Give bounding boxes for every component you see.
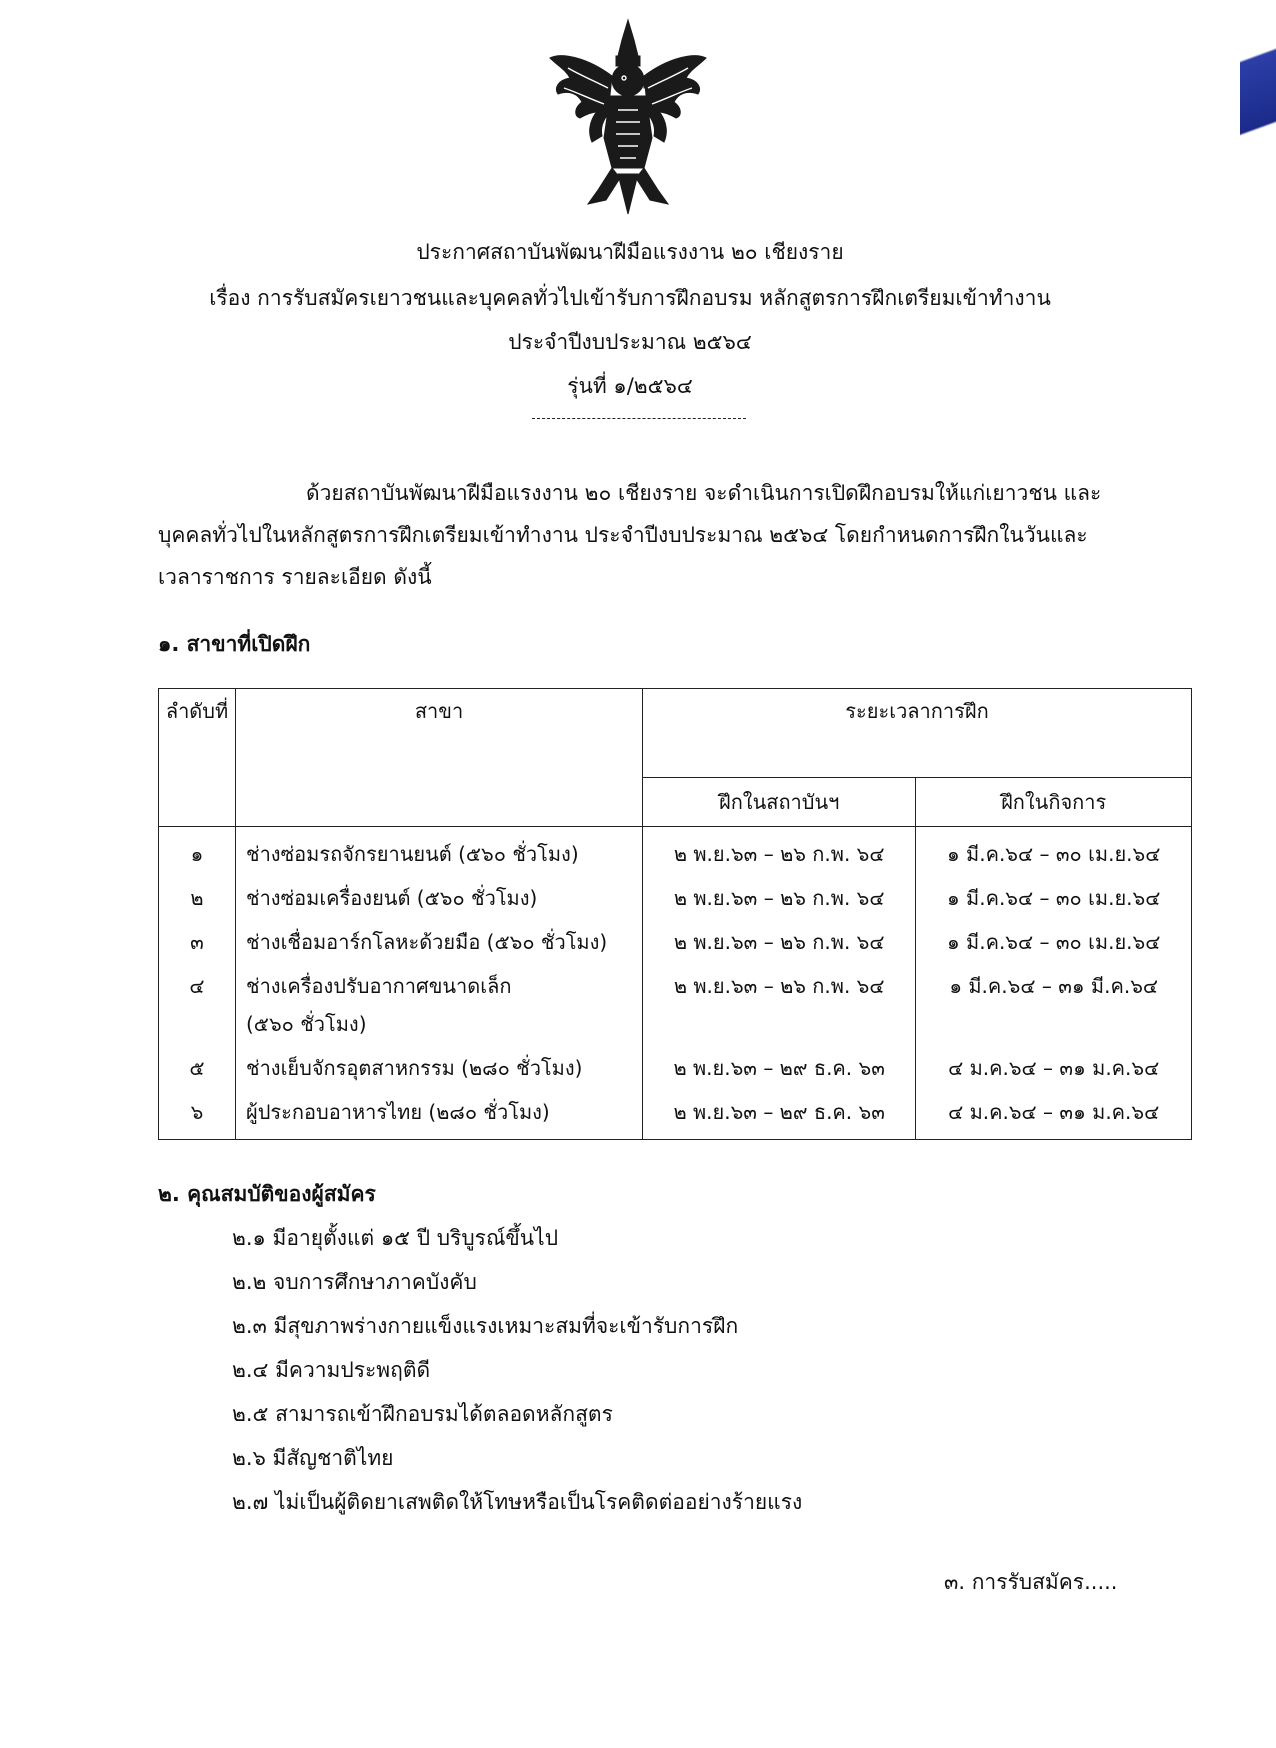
row-no: ๒	[159, 876, 236, 920]
header-in-institute: ฝึกในสถาบันฯ	[643, 778, 916, 827]
row-no: ๔	[159, 964, 236, 1046]
row-in-institute: ๒ พ.ย.๖๓ – ๒๙ ธ.ค. ๖๓	[643, 1090, 916, 1140]
row-in-institute: ๒ พ.ย.๖๓ – ๒๙ ธ.ค. ๖๓	[643, 1046, 916, 1090]
row-branch: ช่างซ่อมเครื่องยนต์ (๕๖๐ ชั่วโมง)	[236, 876, 643, 920]
batch-number: รุ่นที่ ๑/๒๕๖๔	[567, 374, 693, 398]
list-item: ๒.๑ มีอายุตั้งแต่ ๑๕ ปี บริบูรณ์ขึ้นไป	[232, 1226, 559, 1250]
row-no: ๕	[159, 1046, 236, 1090]
list-item: ๒.๖ มีสัญชาติไทย	[232, 1446, 394, 1470]
fiscal-year: ประจำปีงบประมาณ ๒๕๖๔	[508, 330, 752, 354]
scan-edge-stripe	[1240, 0, 1276, 230]
garuda-emblem-icon	[548, 18, 708, 216]
row-branch	[236, 964, 643, 1046]
table-row	[159, 964, 1192, 1046]
row-branch: ช่างซ่อมรถจักรยานยนต์ (๕๖๐ ชั่วโมง)	[236, 827, 643, 877]
row-branch-line1: ช่างเครื่องปรับอากาศขนาดเล็ก	[246, 974, 512, 998]
table-row	[159, 827, 1192, 877]
row-in-institute: ๒ พ.ย.๖๓ – ๒๖ ก.พ. ๖๔	[643, 964, 916, 1046]
header-in-company: ฝึกในกิจการ	[916, 778, 1192, 827]
row-in-institute: ๒ พ.ย.๖๓ – ๒๖ ก.พ. ๖๔	[643, 876, 916, 920]
row-branch: ช่างเย็บจักรอุตสาหกรรม (๒๘๐ ชั่วโมง)	[236, 1046, 643, 1090]
row-branch: ช่างเชื่อมอาร์กโลหะด้วยมือ (๕๖๐ ชั่วโมง)	[236, 920, 643, 964]
intro-paragraph	[158, 472, 1118, 598]
row-in-company: ๑ มี.ค.๖๔ – ๓๐ เม.ย.๖๔	[916, 827, 1192, 877]
row-in-company: ๑ มี.ค.๖๔ – ๓๑ มี.ค.๖๔	[916, 964, 1192, 1046]
intro-text: ด้วยสถาบันพัฒนาฝีมือแรงงาน ๒๐ เชียงราย จะดำเนินการเปิดฝึกอบรมให้แก่เยาวชน และบุคคลทั่วไปในหลักสูตรการฝึกเตรียมเข้าทำงาน ประจำปีงบประมาณ ๒๕๖๔ โดยกำหนดการฝึกในวันและเวลาราชการ รายละเอียด ดังนี้	[158, 481, 1102, 589]
list-item: ๒.๕ สามารถเข้าฝึกอบรมได้ตลอดหลักสูตร	[232, 1402, 613, 1426]
header-divider	[532, 418, 746, 419]
row-in-company: ๔ ม.ค.๖๔ – ๓๑ ม.ค.๖๔	[916, 1090, 1192, 1140]
row-no: ๑	[159, 827, 236, 877]
header-no: ลำดับที่	[159, 689, 236, 827]
qualification-list	[232, 1216, 802, 1524]
header-branch: สาขา	[236, 689, 643, 827]
row-in-company: ๑ มี.ค.๖๔ – ๓๐ เม.ย.๖๔	[916, 920, 1192, 964]
announcement-subject: เรื่อง การรับสมัครเยาวชนและบุคคลทั่วไปเข้ารับการฝึกอบรม หลักสูตรการฝึกเตรียมเข้าทำงาน	[209, 286, 1051, 310]
row-in-institute: ๒ พ.ย.๖๓ – ๒๖ ก.พ. ๖๔	[643, 920, 916, 964]
list-item: ๒.๗ ไม่เป็นผู้ติดยาเสพติดให้โทษหรือเป็นโรคติดต่ออย่างร้ายแรง	[232, 1490, 803, 1514]
row-branch: ผู้ประกอบอาหารไทย (๒๘๐ ชั่วโมง)	[236, 1090, 643, 1140]
table-row	[159, 920, 1192, 964]
section-2-title: ๒. คุณสมบัติของผู้สมัคร	[158, 1182, 376, 1206]
row-no: ๓	[159, 920, 236, 964]
branches-table	[158, 688, 1192, 1140]
table-row	[159, 876, 1192, 920]
table-row	[159, 1090, 1192, 1140]
list-item: ๒.๔ มีความประพฤติดี	[232, 1358, 431, 1382]
continuation-note: ๓. การรับสมัคร.....	[944, 1570, 1118, 1594]
row-branch-line2: (๕๖๐ ชั่วโมง)	[246, 1012, 367, 1036]
row-in-company: ๔ ม.ค.๖๔ – ๓๑ ม.ค.๖๔	[916, 1046, 1192, 1090]
list-item: ๒.๓ มีสุขภาพร่างกายแข็งแรงเหมาะสมที่จะเข้ารับการฝึก	[232, 1314, 739, 1338]
row-in-institute: ๒ พ.ย.๖๓ – ๒๖ ก.พ. ๖๔	[643, 827, 916, 877]
row-in-company: ๑ มี.ค.๖๔ – ๓๐ เม.ย.๖๔	[916, 876, 1192, 920]
header-period: ระยะเวลาการฝึก	[643, 689, 1192, 778]
section-1-title: ๑. สาขาที่เปิดฝึก	[158, 632, 311, 656]
announcement-title: ประกาศสถาบันพัฒนาฝีมือแรงงาน ๒๐ เชียงราย	[416, 240, 844, 264]
list-item: ๒.๒ จบการศึกษาภาคบังคับ	[232, 1270, 477, 1294]
row-no: ๖	[159, 1090, 236, 1140]
table-row	[159, 1046, 1192, 1090]
